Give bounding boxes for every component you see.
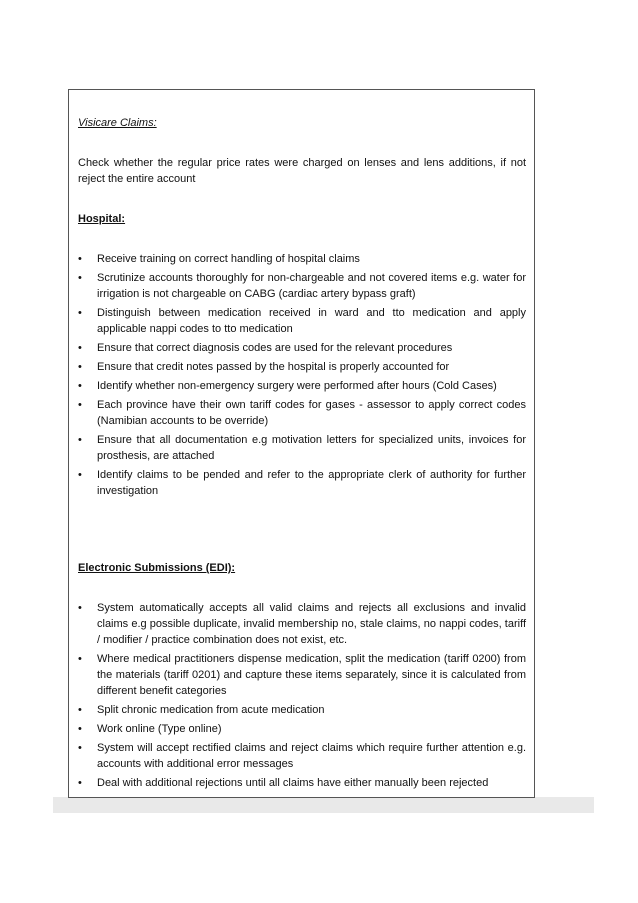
frame-bottom-edge [68,797,535,813]
list-item: • Work online (Type online) [78,723,222,735]
list-item: • Identify whether non-emergency surgery were performed after hours (Cold Cases) [78,380,497,392]
bullet-icon: • [78,704,82,716]
bullet-icon: • [78,272,82,284]
list-item: • Ensure that correct diagnosis codes are used for the relevant procedures [78,342,453,354]
visicare-heading: Visicare Claims: [78,117,157,129]
list-item: • Receive training on correct handling of hospital claims [78,253,360,265]
bullet-icon: • [78,653,82,665]
list-item: • Identify claims to be pended and refer to the appropriate clerk of authority for further investigation [78,469,526,497]
bullet-icon: • [78,602,82,614]
bullet-icon: • [78,469,82,481]
list-item: • System will accept rectified claims and reject claims which require further attention e.g. accounts with additional error messages [78,742,526,770]
bullet-icon: • [78,307,82,319]
bullet-icon: • [78,399,82,411]
edi-list [78,600,526,791]
list-item: • Distinguish between medication received in ward and tto medication and apply applicable nappi codes to tto medication [78,307,526,335]
hospital-list [78,251,526,499]
list-item: • Ensure that all documentation e.g motivation letters for specialized units, invoices for prosthesis, are attached [78,434,526,462]
bullet-icon: • [78,777,82,789]
page-bottom-strip [53,797,594,813]
bullet-icon: • [78,742,82,754]
list-item: • Ensure that credit notes passed by the hospital is properly accounted for [78,361,450,373]
bullet-icon: • [78,342,82,354]
bullet-icon: • [78,253,82,265]
list-item: • Deal with additional rejections until all claims have either manually been rejected [78,777,489,789]
list-item: • Each province have their own tariff codes for gases - assessor to apply correct codes (Namibian accounts to be override) [78,399,526,427]
list-item: • Split chronic medication from acute medication [78,704,325,716]
bullet-icon: • [78,434,82,446]
list-item: • Where medical practitioners dispense medication, split the medication (tariff 0200) from the materials (tariff 0201) and capture these items separately, since it is calculated from different benefit categories [78,653,526,697]
bullet-icon: • [78,380,82,392]
list-item: • Scrutinize accounts thoroughly for non-chargeable and not covered items e.g. water for irrigation is not chargeable on CABG (cardiac artery bypass graft) [78,272,526,300]
bullet-icon: • [78,361,82,373]
document-frame [68,89,535,800]
edi-heading: Electronic Submissions (EDI): [78,562,236,574]
list-item: • System automatically accepts all valid claims and rejects all exclusions and invalid claims e.g possible duplicate, invalid membership no, stale claims, no nappi codes, tariff / modifier / practice combination does not exist, etc. [78,602,526,646]
bullet-icon: • [78,723,82,735]
document-content [78,90,526,794]
hospital-heading: Hospital: [78,213,126,225]
visicare-body: Check whether the regular price rates were charged on lenses and lens additions, if not reject the entire account [78,157,526,185]
